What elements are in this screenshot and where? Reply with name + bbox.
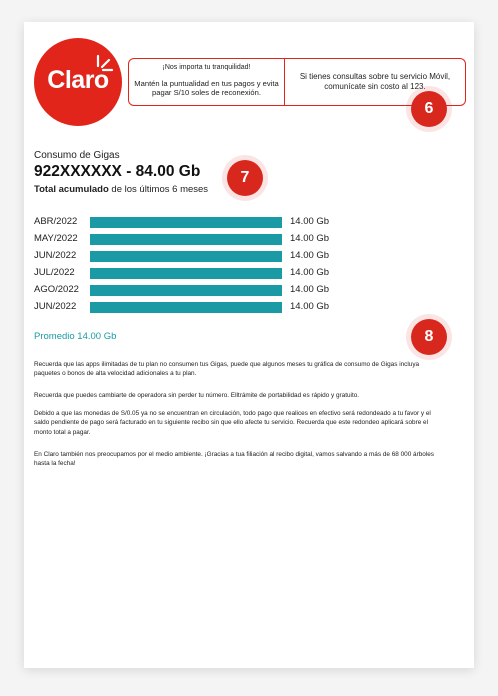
consumption-headline: 922XXXXXX - 84.00 Gb — [34, 163, 201, 180]
bar-value-label: 14.00 Gb — [290, 301, 330, 312]
bar-fill — [90, 234, 282, 245]
bar-row — [34, 265, 354, 282]
subtitle-bold: Total acumulado — [34, 184, 109, 195]
subtitle-rest: de los últimos 6 meses — [108, 184, 209, 195]
paragraph-apps: Recuerda que las apps ilimitadas de tu plan no consumen tus Gigas, puede que algunos meses tu gráfica de consumo de Gigas incluya paquetes o bonos de alta velocidad adicionales a tu plan. — [34, 361, 420, 378]
bar-value-label: 14.00 Gb — [290, 250, 330, 261]
section-label: Consumo de Gigas — [34, 150, 120, 161]
bar-month-label: JUN/2022 — [34, 301, 77, 312]
bar-fill — [90, 268, 282, 279]
average-label: Promedio 14.00 Gb — [34, 331, 117, 342]
paragraph-portability: Recuerda que puedes cambiarte de operadora sin perder tu número. Elltrámite de portabilidad es rápido y gratuito. — [34, 392, 360, 399]
paragraph-environment: En Claro también nos preocupamos por el medio ambiente. ¡Gracias a tua filiación al recibo digital, vamos salvando a más de 68 000 árboles hasta la fecha! — [34, 451, 434, 468]
logo-wordmark: Claro — [47, 66, 109, 94]
bar-row — [34, 282, 354, 299]
bar-fill — [90, 302, 282, 313]
bar-month-label: MAY/2022 — [34, 233, 78, 244]
bar-month-label: ABR/2022 — [34, 216, 78, 227]
badge-7: 7 — [227, 160, 263, 196]
paragraph-rounding: Debido a que las monedas de S/0.05 ya no se encuentran en circulación, todo pago que realices en efectivo será redondeado a tu favor y el saldo pendiente de pago será facturado en tu siguiente recibo sin que ello afecte tu servicio. Recuerda que este redondeo aplicará sobre el monto total a pagar. — [34, 410, 431, 436]
bar-row — [34, 214, 354, 231]
notice-right-message: Si tienes consultas sobre tu servicio Móvil, comunícate sin costo al 123. — [299, 72, 451, 92]
notice-left — [129, 59, 285, 105]
bar-fill — [90, 251, 282, 262]
bar-value-label: 14.00 Gb — [290, 233, 330, 244]
bar-row — [34, 299, 354, 316]
badge-8: 8 — [411, 319, 447, 355]
bar-month-label: JUL/2022 — [34, 267, 75, 278]
consumption-bar-chart — [34, 214, 354, 316]
consumption-subtitle — [34, 184, 208, 195]
notice-left-heading: ¡Nos importa tu tranquilidad! — [162, 64, 251, 71]
bar-value-label: 14.00 Gb — [290, 284, 330, 295]
bar-month-label: AGO/2022 — [34, 284, 79, 295]
bar-fill — [90, 217, 282, 228]
bar-value-label: 14.00 Gb — [290, 267, 330, 278]
bar-value-label: 14.00 Gb — [290, 216, 330, 227]
claro-logo — [34, 38, 122, 126]
bar-row — [34, 231, 354, 248]
badge-6: 6 — [411, 91, 447, 127]
notice-left-message: Mantén la puntualidad en tus pagos y evita pagar S/10 soles de reconexión. — [134, 79, 279, 98]
bar-row — [34, 248, 354, 265]
bar-fill — [90, 285, 282, 296]
bar-month-label: JUN/2022 — [34, 250, 77, 261]
